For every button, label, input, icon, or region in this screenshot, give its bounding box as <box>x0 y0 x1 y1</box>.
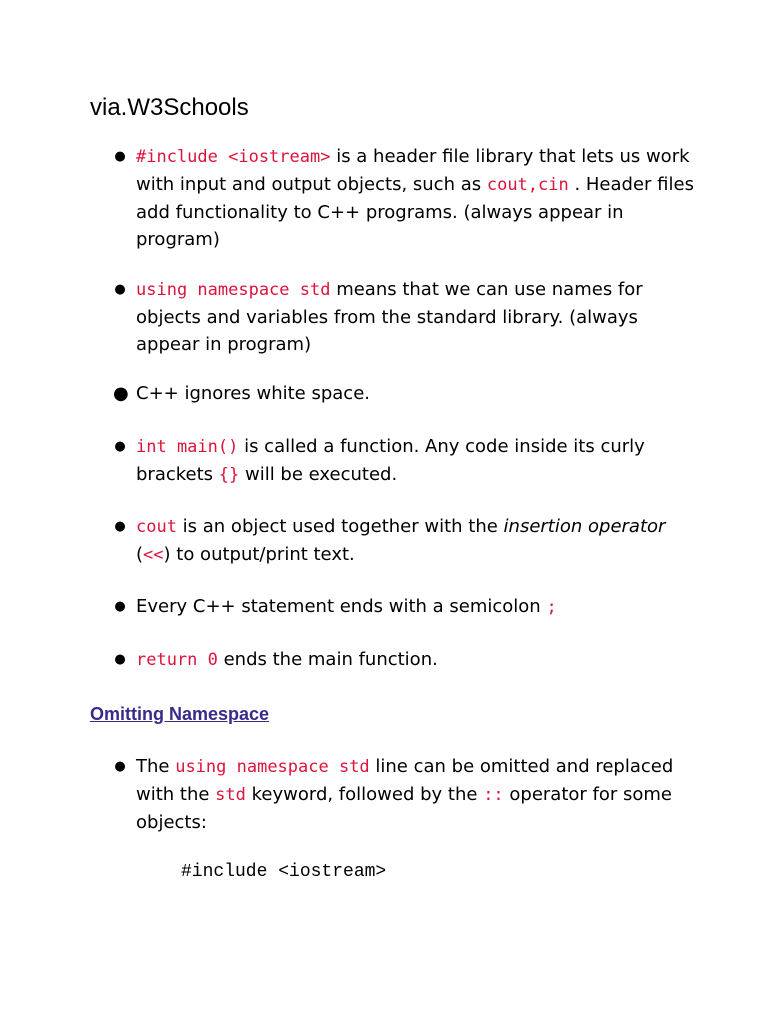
body-text: ) to output/print text. <box>163 544 355 565</box>
list-item-main <box>114 433 696 489</box>
bullet-dot-icon: ● <box>114 599 126 614</box>
body-text: line can be omitted and replaced with the <box>136 756 674 805</box>
body-text: . Header files add functionality to C++ programs. (always appear in program) <box>136 174 694 250</box>
code-snippet: {} <box>218 465 240 485</box>
code-snippet: ; <box>546 597 557 617</box>
bullet-dot-icon: ● <box>114 759 126 774</box>
body-text: keyword, followed by the <box>245 784 484 805</box>
body-text: is a header file library that lets us work with input and output objects, such as <box>136 146 690 195</box>
bullet-dot-icon: ● <box>113 383 129 404</box>
code-snippet: return 0 <box>136 650 218 670</box>
bullet-dot-icon: ● <box>114 519 126 534</box>
body-text: operator for some objects: <box>136 784 672 833</box>
emphasis-text: insertion operator <box>503 516 666 537</box>
page-title: via.W3Schools <box>90 94 249 121</box>
list-item-namespace <box>114 276 696 358</box>
body-text: The <box>136 756 176 777</box>
list-item-return <box>114 646 696 674</box>
list-item-omit-namespace <box>114 753 696 836</box>
code-snippet: << <box>143 545 164 565</box>
body-text: ends the main function. <box>217 649 438 670</box>
code-snippet: using namespace std <box>136 280 331 300</box>
code-snippet: #include <iostream> <box>136 147 331 167</box>
body-text: Every C++ statement ends with a semicolon <box>136 596 547 617</box>
section-link-omitting-namespace[interactable]: Omitting Namespace <box>90 704 270 724</box>
code-snippet: :: <box>483 785 504 805</box>
body-text: is an object used together with the <box>176 516 504 537</box>
bullet-dot-icon: ● <box>114 652 126 667</box>
code-snippet: std <box>215 785 246 805</box>
code-snippet: cout,cin <box>486 175 569 195</box>
code-example-line: #include <iostream> <box>181 862 387 882</box>
list-item-semicolon <box>114 593 696 621</box>
body-text: ( <box>136 544 144 565</box>
list-item-include <box>114 143 696 253</box>
list-item-whitespace <box>113 380 696 407</box>
body-text: means that we can use names for objects and variables from the standard library. (always appear in program) <box>136 279 643 355</box>
bullet-dot-icon: ● <box>114 282 126 297</box>
code-snippet: cout <box>136 517 177 537</box>
code-snippet: int main() <box>136 437 239 457</box>
code-snippet: using namespace std <box>175 757 370 777</box>
bullet-dot-icon: ● <box>114 149 126 164</box>
bullet-dot-icon: ● <box>114 439 126 454</box>
body-text: C++ ignores white space. <box>136 383 370 404</box>
list-item-cout <box>114 513 696 569</box>
body-text: will be executed. <box>239 464 398 485</box>
body-text: is called a function. Any code inside its curly brackets <box>136 436 645 485</box>
